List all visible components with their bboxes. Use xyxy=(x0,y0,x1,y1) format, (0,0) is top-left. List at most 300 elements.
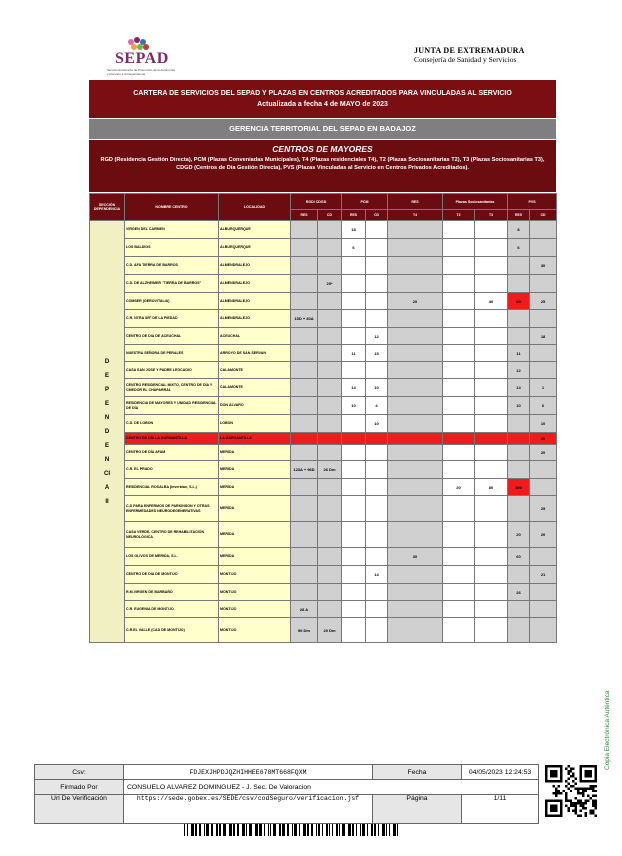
subheader-8: CD xyxy=(530,210,557,221)
header-socio: Plazas Sociosanitarias xyxy=(443,194,508,210)
center-name: VIRGEN DEL CARMEN xyxy=(125,221,219,239)
value-cell-res xyxy=(508,445,530,461)
subheader-5: T2 xyxy=(443,210,475,221)
table-row xyxy=(90,548,557,566)
table-row xyxy=(90,601,557,618)
value-cell-t2: 20 xyxy=(443,479,475,496)
center-name: COMSER (GEROVITALIA) xyxy=(125,293,219,310)
value-cell-res xyxy=(342,584,366,601)
header-res: RES xyxy=(388,194,443,210)
value-cell-res: 10 xyxy=(508,397,530,415)
logo-subtitle: Servicio Extremeño de Promoción de la Autonomía y Atención a la Dependencia xyxy=(107,68,175,76)
value-cell-t4 xyxy=(388,618,443,643)
value-cell-t2 xyxy=(443,397,475,415)
value-cell-res xyxy=(342,275,366,293)
value-cell-cd: 12 xyxy=(366,328,388,345)
qr-code-icon xyxy=(545,765,597,817)
table-row xyxy=(90,522,557,548)
value-cell-t4 xyxy=(388,310,443,328)
value-cell-res xyxy=(508,496,530,522)
value-cell-t3 xyxy=(475,584,508,601)
value-cell-res: 14 xyxy=(508,379,530,397)
center-locality: MERIDA xyxy=(219,479,291,496)
value-cell-res xyxy=(291,362,318,379)
value-cell-cd xyxy=(366,293,388,310)
value-cell-t4 xyxy=(388,397,443,415)
fecha-label: Fecha xyxy=(373,765,462,780)
center-name: CENTRO DE DÍA LA GARGANTILLA xyxy=(125,433,219,445)
pagina-value: 1/11 xyxy=(462,795,539,824)
center-locality: CALAMONTE xyxy=(219,379,291,397)
header-nombre: NOMBRE CENTRO xyxy=(125,194,219,221)
centros-heading: CENTROS DE MAYORES xyxy=(272,144,373,154)
value-cell-t2 xyxy=(443,445,475,461)
table-row xyxy=(90,397,557,415)
value-cell-t4 xyxy=(388,566,443,584)
value-cell-cd: 20 xyxy=(530,522,557,548)
value-cell-cd xyxy=(318,293,342,310)
seccion-cell: DEPENDENCIA II xyxy=(90,221,125,643)
value-cell-t3: 40 xyxy=(475,293,508,310)
value-cell-t2 xyxy=(443,415,475,433)
value-cell-cd: 10 xyxy=(530,415,557,433)
value-cell-t2 xyxy=(443,328,475,345)
value-cell-res xyxy=(291,397,318,415)
barcode-icon xyxy=(184,824,398,836)
value-cell-cd xyxy=(318,221,342,239)
value-cell-t3: 80 xyxy=(475,479,508,496)
value-cell-t3 xyxy=(475,445,508,461)
value-cell-res: 15D + 40A xyxy=(291,310,318,328)
value-cell-cd xyxy=(530,239,557,257)
subheader-1: CD xyxy=(318,210,342,221)
value-cell-t3 xyxy=(475,566,508,584)
header-pvs: PVS xyxy=(508,194,557,210)
value-cell-cd: 25 xyxy=(530,496,557,522)
organization xyxy=(414,46,525,64)
value-cell-t4 xyxy=(388,522,443,548)
value-cell-t4 xyxy=(388,345,443,362)
value-cell-cd xyxy=(530,479,557,496)
value-cell-t2 xyxy=(443,275,475,293)
value-cell-cd xyxy=(530,310,557,328)
value-cell-res: 11 xyxy=(508,345,530,362)
value-cell-cd: 6 xyxy=(530,397,557,415)
value-cell-res xyxy=(342,548,366,566)
value-cell-cd xyxy=(366,433,388,445)
value-cell-t2 xyxy=(443,566,475,584)
value-cell-t4 xyxy=(388,496,443,522)
value-cell-cd: 25* xyxy=(318,275,342,293)
center-locality: ACEUCHAL xyxy=(219,328,291,345)
value-cell-res: 100 xyxy=(508,479,530,496)
table-row xyxy=(90,345,557,362)
pagina-label: Página xyxy=(373,795,462,824)
center-name: CENTRO RESIDENCIAL MIXTO, CENTRO DE DÍA Y CMEDOR EL CHAPARRAL xyxy=(125,379,219,397)
center-name: NUESTRA SEÑORA DE PERALES xyxy=(125,345,219,362)
value-cell-res xyxy=(291,239,318,257)
value-cell-res xyxy=(508,566,530,584)
url-label: Url De Verificación xyxy=(35,795,124,824)
table-row xyxy=(90,618,557,643)
csv-label: Csv: xyxy=(35,765,124,780)
table-row xyxy=(90,239,557,257)
value-cell-t2 xyxy=(443,618,475,643)
center-locality: MERIDA xyxy=(219,496,291,522)
value-cell-cd xyxy=(366,362,388,379)
value-cell-res: 20 xyxy=(508,522,530,548)
centers-table xyxy=(89,193,557,643)
value-cell-cd xyxy=(318,601,342,618)
value-cell-res xyxy=(508,618,530,643)
value-cell-t4 xyxy=(388,257,443,275)
value-cell-cd xyxy=(366,445,388,461)
value-cell-t2 xyxy=(443,345,475,362)
value-cell-res xyxy=(342,522,366,548)
value-cell-res xyxy=(291,548,318,566)
value-cell-cd xyxy=(318,433,342,445)
firmado-value: CONSUELO ALVAREZ DOMINGUEZ - J. Sec. De Valoracion xyxy=(124,780,539,795)
center-locality: ARROYO DE SAN SERVAN xyxy=(219,345,291,362)
value-cell-cd: 15 xyxy=(366,345,388,362)
value-cell-t3 xyxy=(475,548,508,566)
value-cell-cd: 20 xyxy=(530,445,557,461)
value-cell-t4 xyxy=(388,415,443,433)
center-name: C.D. AFA TIERRA DE BARROS xyxy=(125,257,219,275)
value-cell-t4 xyxy=(388,433,443,445)
value-cell-res xyxy=(291,221,318,239)
csv-value: FDJEXJHPDJQZHIHHEE678MT668FQXM xyxy=(124,765,373,780)
center-locality: MONTIJO xyxy=(219,584,291,601)
value-cell-res: 6 xyxy=(508,239,530,257)
sepad-logo xyxy=(103,36,175,80)
value-cell-res: 26 xyxy=(508,584,530,601)
subheader-3: CD xyxy=(366,210,388,221)
value-cell-cd xyxy=(318,362,342,379)
value-cell-res xyxy=(508,328,530,345)
value-cell-t2 xyxy=(443,601,475,618)
value-cell-res xyxy=(342,479,366,496)
center-locality: MERIDA xyxy=(219,548,291,566)
value-cell-t4 xyxy=(388,461,443,479)
center-locality: MONTIJO xyxy=(219,618,291,643)
centros-description: RGD (Residencia Gestión Directa), PCM (Plazas Conveniadas Municipales), T4 (Plazas residenciales T4), T2 (Plazas Sociosanitarias T2), T3 (Plazas Sociosanitarias T3), CDGD (Centros de Día Gestión Directa), PVS (Plazas Vinculadas al Servicio en Centros Privados Acreditados). xyxy=(100,157,545,171)
value-cell-res xyxy=(291,445,318,461)
value-cell-res xyxy=(342,257,366,275)
value-cell-cd xyxy=(366,548,388,566)
value-cell-t4 xyxy=(388,601,443,618)
value-cell-cd xyxy=(318,379,342,397)
value-cell-cd xyxy=(366,584,388,601)
value-cell-cd xyxy=(366,275,388,293)
value-cell-t3 xyxy=(475,618,508,643)
center-name: RESIDENCIAL ROSALBA (Inverbian, S.L.) xyxy=(125,479,219,496)
center-name: R.M.VIRGEN DE BARBAÑO xyxy=(125,584,219,601)
value-cell-res xyxy=(508,601,530,618)
value-cell-t2 xyxy=(443,239,475,257)
value-cell-cd xyxy=(318,496,342,522)
center-locality: LOBON xyxy=(219,415,291,433)
value-cell-res xyxy=(508,310,530,328)
table-row xyxy=(90,584,557,601)
subheader-2: RES xyxy=(342,210,366,221)
center-locality: MONTIJO xyxy=(219,566,291,584)
value-cell-cd xyxy=(318,415,342,433)
center-locality: ALBURQUERQUE xyxy=(219,221,291,239)
value-cell-t3 xyxy=(475,461,508,479)
value-cell-res xyxy=(342,566,366,584)
center-locality: MERIDA xyxy=(219,445,291,461)
value-cell-t4: 20 xyxy=(388,293,443,310)
value-cell-res: 28 A xyxy=(291,601,318,618)
table-row xyxy=(90,275,557,293)
center-name: LOS OLIVOS DE MERIDA, S.L. xyxy=(125,548,219,566)
side-annotation xyxy=(604,670,618,770)
value-cell-t3 xyxy=(475,433,508,445)
value-cell-cd xyxy=(318,310,342,328)
value-cell-res: 60 xyxy=(508,293,530,310)
value-cell-res xyxy=(291,584,318,601)
value-cell-t2 xyxy=(443,293,475,310)
value-cell-cd xyxy=(366,479,388,496)
center-name: CASA VERDE. CENTRO DE REHABILITACIÓN NEUROLÓGICA xyxy=(125,522,219,548)
value-cell-res: 10 xyxy=(342,397,366,415)
subheader-4: T4 xyxy=(388,210,443,221)
table-row xyxy=(90,461,557,479)
value-cell-res xyxy=(342,415,366,433)
value-cell-t3 xyxy=(475,415,508,433)
value-cell-cd xyxy=(530,601,557,618)
value-cell-t3 xyxy=(475,275,508,293)
value-cell-cd xyxy=(318,257,342,275)
value-cell-t4 xyxy=(388,328,443,345)
center-name: C.R. NTRA SRª DE LA PIEDAD xyxy=(125,310,219,328)
value-cell-res: 11 xyxy=(342,345,366,362)
value-cell-t3 xyxy=(475,496,508,522)
value-cell-res xyxy=(342,496,366,522)
center-locality: LA GARGANTILLA xyxy=(219,433,291,445)
value-cell-res xyxy=(291,566,318,584)
value-cell-cd xyxy=(530,618,557,643)
value-cell-t2 xyxy=(443,584,475,601)
table-row xyxy=(90,328,557,345)
header-rgd: RGD/ CDGD xyxy=(291,194,342,210)
value-cell-cd xyxy=(366,522,388,548)
value-cell-cd xyxy=(318,548,342,566)
header-localidad: LOCALIDAD xyxy=(219,194,291,221)
value-cell-cd xyxy=(318,239,342,257)
center-locality: ALMENDRALEJO xyxy=(219,293,291,310)
document-title: CARTERA DE SERVICIOS DEL SEPAD Y PLAZAS EN CENTROS ACREDITADOS PARA VINCULADAS AL SERVICIO xyxy=(133,90,512,97)
value-cell-cd: 14 xyxy=(366,566,388,584)
value-cell-res xyxy=(508,415,530,433)
center-name: CENTRO DE DIA DE MONTIJO xyxy=(125,566,219,584)
table-row xyxy=(90,445,557,461)
value-cell-cd xyxy=(318,445,342,461)
value-cell-t3 xyxy=(475,522,508,548)
value-cell-res xyxy=(291,496,318,522)
document-date: Actualizada a fecha 4 de MAYO de 2023 xyxy=(257,101,388,108)
value-cell-cd: 26 Dm xyxy=(318,461,342,479)
table-row xyxy=(90,379,557,397)
center-locality: DON ÁLVARO xyxy=(219,397,291,415)
value-cell-res xyxy=(291,328,318,345)
value-cell-cd: 20 xyxy=(530,433,557,445)
value-cell-cd xyxy=(366,601,388,618)
value-cell-res xyxy=(342,601,366,618)
value-cell-cd xyxy=(530,461,557,479)
table-row xyxy=(90,221,557,239)
value-cell-t3 xyxy=(475,310,508,328)
table-row xyxy=(90,479,557,496)
value-cell-cd xyxy=(530,548,557,566)
value-cell-res xyxy=(291,257,318,275)
value-cell-res: 8 xyxy=(508,221,530,239)
value-cell-res xyxy=(508,257,530,275)
center-name: C.D. DE ALZHEIMER "TIERRA DE BARROS" xyxy=(125,275,219,293)
value-cell-res: 96 Dm xyxy=(291,618,318,643)
value-cell-t3 xyxy=(475,601,508,618)
value-cell-res xyxy=(291,379,318,397)
center-locality: ALMENDRALEJO xyxy=(219,310,291,328)
value-cell-cd: 4 xyxy=(366,397,388,415)
value-cell-res: 123A + 96D xyxy=(291,461,318,479)
title-band xyxy=(89,80,556,118)
center-locality: ALBURQUERQUE xyxy=(219,239,291,257)
value-cell-cd xyxy=(530,221,557,239)
value-cell-res: 14 xyxy=(342,379,366,397)
value-cell-cd xyxy=(366,257,388,275)
value-cell-t4 xyxy=(388,445,443,461)
value-cell-t2 xyxy=(443,433,475,445)
value-cell-res xyxy=(508,461,530,479)
value-cell-t4 xyxy=(388,221,443,239)
header-seccion: SECCIÓN DEPENDENCIA xyxy=(90,194,125,221)
value-cell-t3 xyxy=(475,328,508,345)
center-locality: CALAMONTE xyxy=(219,362,291,379)
url-value[interactable]: https://sede.gobex.es/SEDE/csv/codSeguro/verificacion.jsf xyxy=(124,795,373,824)
value-cell-t3 xyxy=(475,379,508,397)
value-cell-res xyxy=(342,618,366,643)
center-name: C.R. EL PRADO xyxy=(125,461,219,479)
value-cell-res xyxy=(342,293,366,310)
value-cell-res xyxy=(291,293,318,310)
centros-band xyxy=(89,140,556,192)
value-cell-t2 xyxy=(443,522,475,548)
value-cell-t4 xyxy=(388,362,443,379)
header-pcm: PCM xyxy=(342,194,388,210)
value-cell-cd xyxy=(366,618,388,643)
value-cell-cd: 25 xyxy=(530,293,557,310)
center-name: C.D PARA ENFERMOS DE PARKINSON Y OTRAS ENFERMEDADES NEURODEGENERATIVAS xyxy=(125,496,219,522)
value-cell-t4 xyxy=(388,584,443,601)
center-name: C.D. DE LOBON xyxy=(125,415,219,433)
subheader-6: T3 xyxy=(475,210,508,221)
value-cell-res xyxy=(342,461,366,479)
subheader-7: RES xyxy=(508,210,530,221)
center-locality: MERIDA xyxy=(219,522,291,548)
value-cell-cd xyxy=(318,328,342,345)
value-cell-cd xyxy=(318,522,342,548)
value-cell-t3 xyxy=(475,397,508,415)
value-cell-res xyxy=(291,275,318,293)
value-cell-t2 xyxy=(443,461,475,479)
value-cell-t2 xyxy=(443,310,475,328)
value-cell-res xyxy=(291,345,318,362)
verification-table xyxy=(34,764,539,824)
value-cell-t3 xyxy=(475,239,508,257)
side-text: Copia Electrónica Auténtica xyxy=(604,690,611,770)
fecha-value: 04/05/2023 12:24:53 xyxy=(462,765,539,780)
value-cell-cd xyxy=(530,584,557,601)
value-cell-t2 xyxy=(443,221,475,239)
value-cell-cd xyxy=(318,345,342,362)
value-cell-res: 18 xyxy=(342,221,366,239)
value-cell-res xyxy=(342,310,366,328)
center-name: CASA SAN JOSE Y PADRE LEOCADIO xyxy=(125,362,219,379)
value-cell-t3 xyxy=(475,257,508,275)
value-cell-res: 6 xyxy=(342,239,366,257)
value-cell-cd xyxy=(366,310,388,328)
value-cell-t2 xyxy=(443,257,475,275)
table-row xyxy=(90,496,557,522)
value-cell-res xyxy=(508,433,530,445)
table-row xyxy=(90,566,557,584)
org-department: Consejería de Sanidad y Servicios xyxy=(414,55,517,64)
value-cell-cd xyxy=(366,461,388,479)
center-name: CENTRO DE DÍA AFAM xyxy=(125,445,219,461)
value-cell-cd xyxy=(366,221,388,239)
value-cell-cd: 10 xyxy=(366,379,388,397)
value-cell-t4: 30 xyxy=(388,548,443,566)
value-cell-t3 xyxy=(475,362,508,379)
table-row xyxy=(90,293,557,310)
table-row xyxy=(90,433,557,445)
value-cell-cd: 18 xyxy=(530,328,557,345)
value-cell-res xyxy=(291,433,318,445)
value-cell-res: 60 xyxy=(508,548,530,566)
value-cell-t2 xyxy=(443,548,475,566)
table-row xyxy=(90,257,557,275)
value-cell-res xyxy=(291,415,318,433)
value-cell-t3 xyxy=(475,221,508,239)
value-cell-t4 xyxy=(388,275,443,293)
firmado-label: Firmado Por xyxy=(35,780,124,795)
value-cell-cd xyxy=(366,239,388,257)
value-cell-res xyxy=(342,328,366,345)
center-locality: ALMENDRALEJO xyxy=(219,275,291,293)
value-cell-t4 xyxy=(388,479,443,496)
value-cell-cd: 1 xyxy=(530,379,557,397)
value-cell-cd xyxy=(318,397,342,415)
value-cell-t4 xyxy=(388,379,443,397)
value-cell-cd xyxy=(318,584,342,601)
value-cell-cd: 10 xyxy=(366,415,388,433)
table-row xyxy=(90,362,557,379)
value-cell-t4 xyxy=(388,239,443,257)
value-cell-t2 xyxy=(443,379,475,397)
value-cell-cd xyxy=(530,345,557,362)
center-name: RESIDENCIA DE MAYORES Y UNIDAD RESIDENCIAL DE DÍA xyxy=(125,397,219,415)
value-cell-cd xyxy=(530,275,557,293)
table-row xyxy=(90,415,557,433)
center-name: C.R.EL VALLE (CAD DE MONTIJO) xyxy=(125,618,219,643)
value-cell-cd: 21 xyxy=(530,566,557,584)
value-cell-cd xyxy=(530,362,557,379)
value-cell-cd: 20 Dm xyxy=(318,618,342,643)
center-locality: MERIDA xyxy=(219,461,291,479)
value-cell-t3 xyxy=(475,345,508,362)
